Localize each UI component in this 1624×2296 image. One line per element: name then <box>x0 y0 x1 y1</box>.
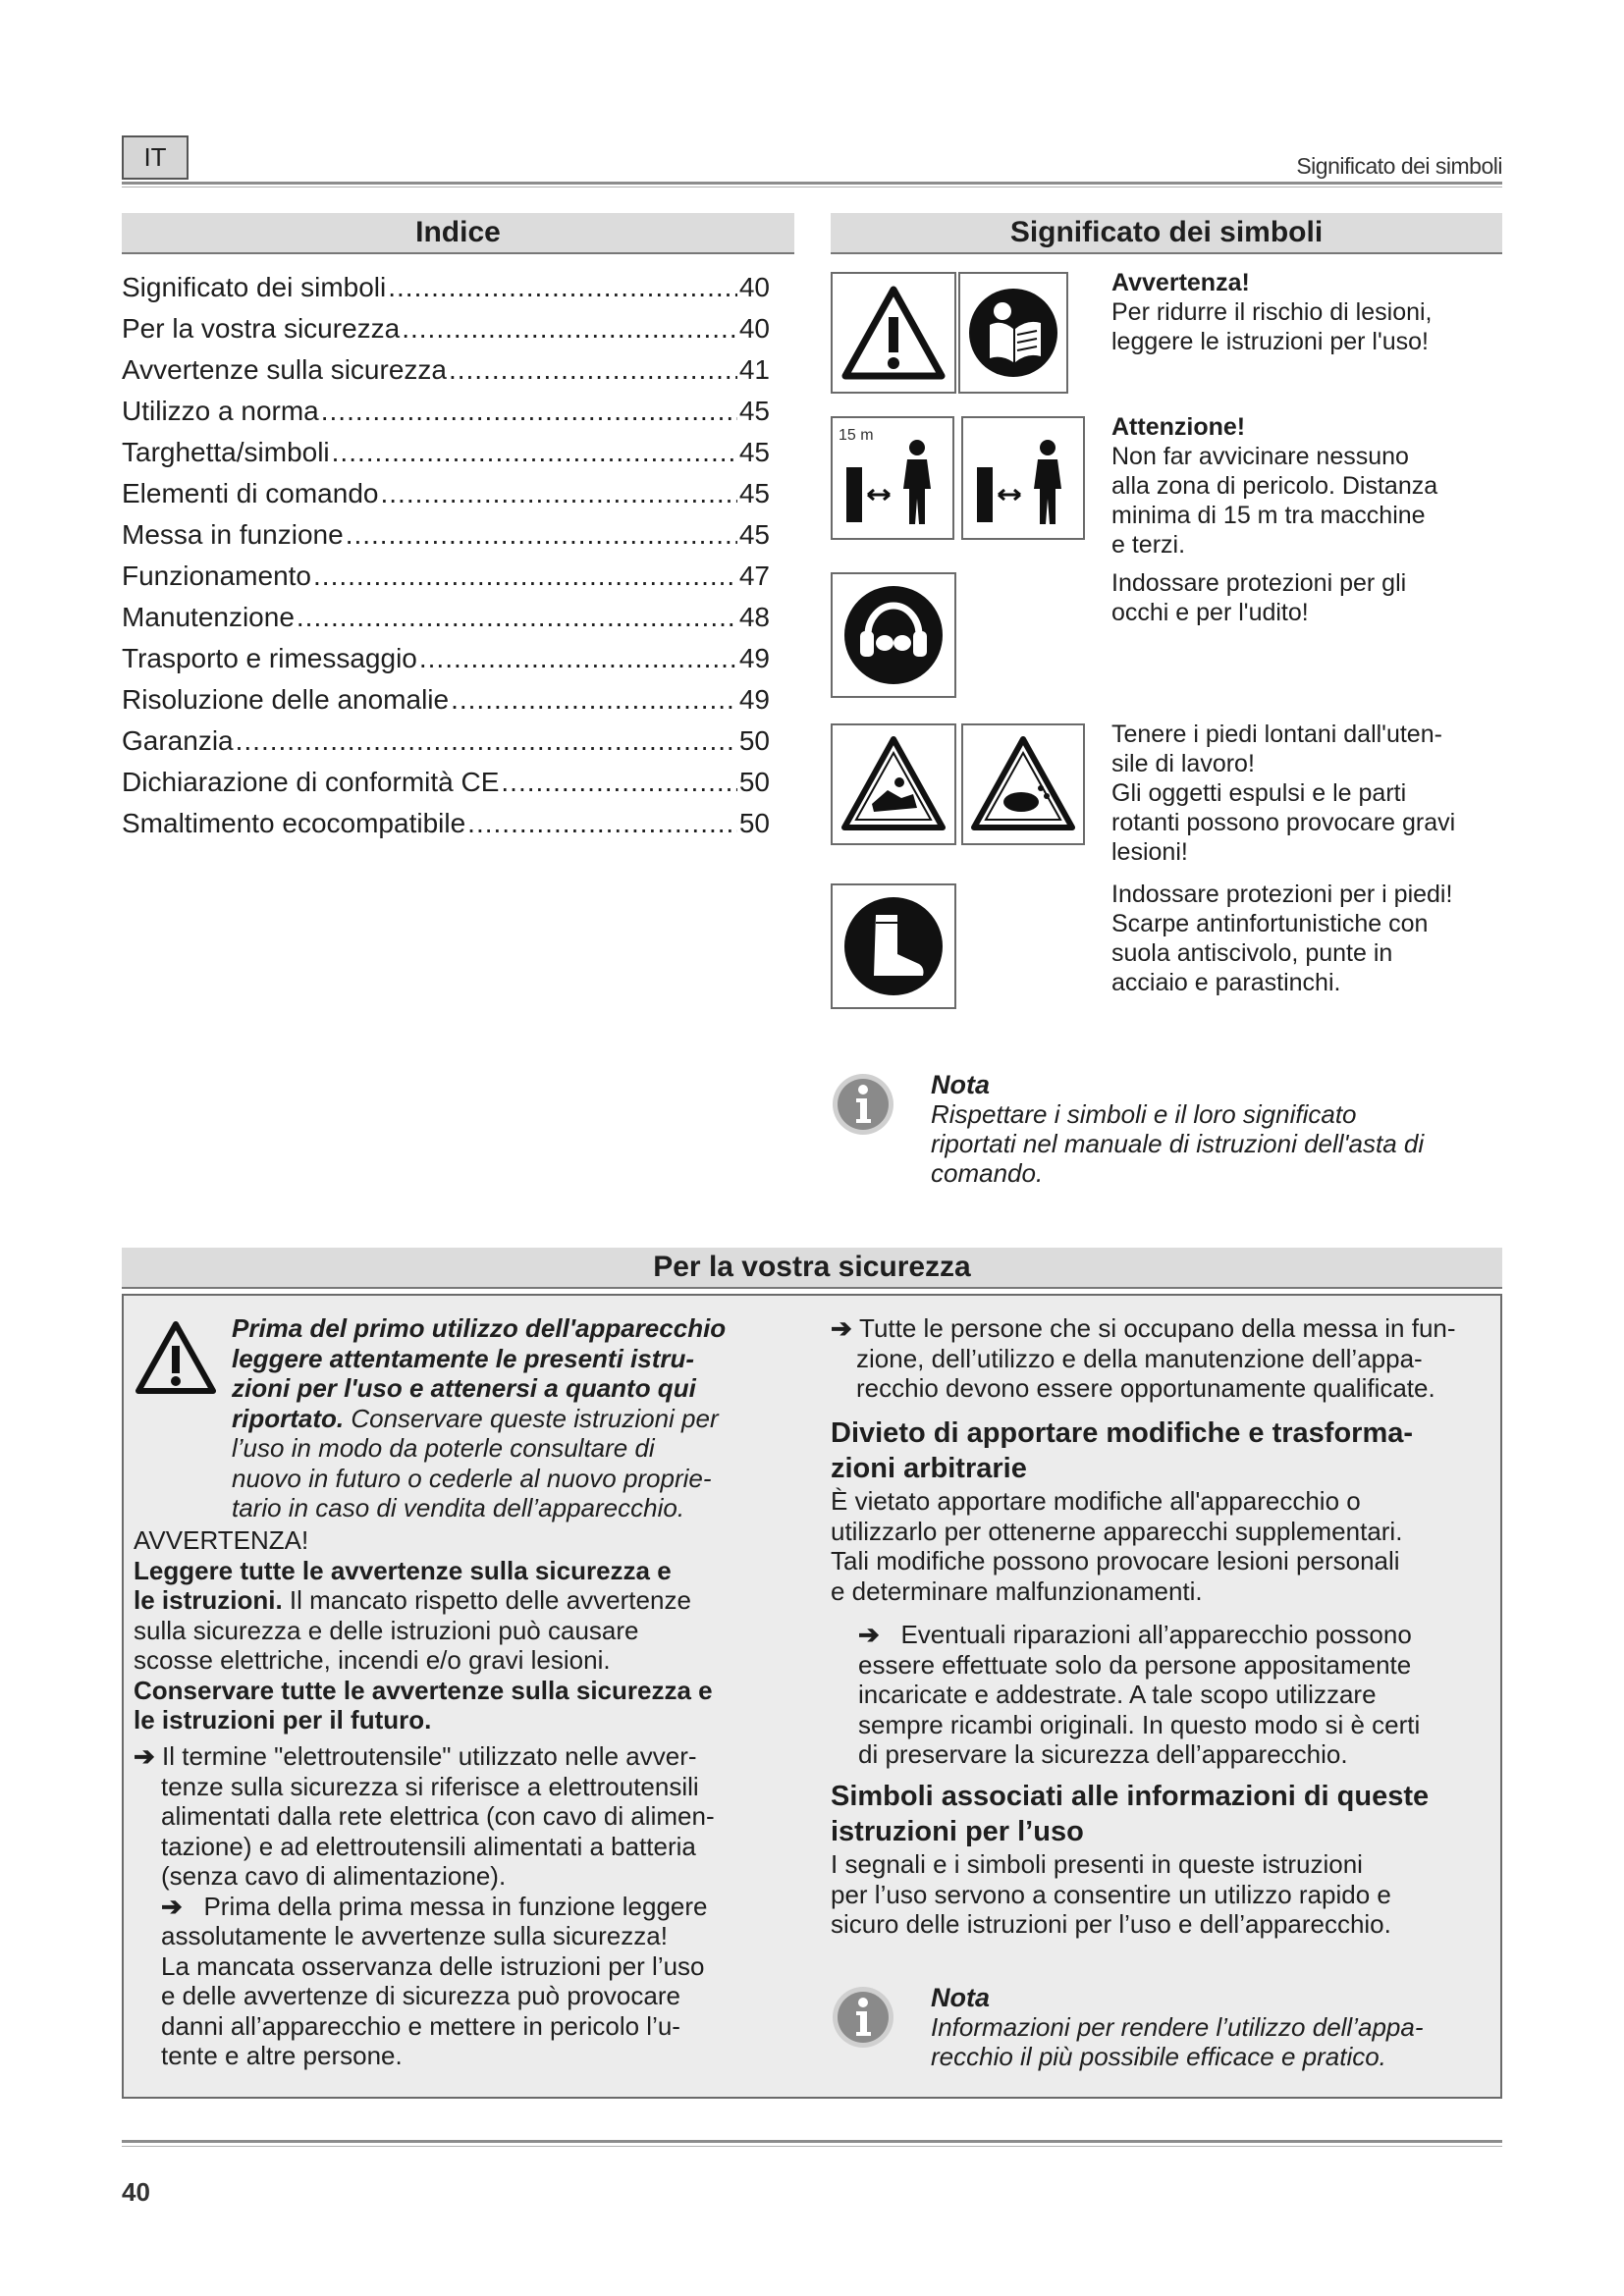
toc-leader-dots <box>346 514 737 556</box>
toc-leader-dots <box>321 391 737 432</box>
toc-item-label: Trasporto e rimessaggio <box>122 643 417 673</box>
boots-text: Indossare protezioni per i piedi! Scarpe antinfortunistiche con suola antiscivolo, punte in acciaio e parastinchi. <box>1111 881 1453 996</box>
signs-section: Simboli associati alle informazioni di queste istruzioni per l’uso I segnali e i simboli presenti in queste istruzioni per l’uso servono a consentire un utilizzo rapido e sicuro delle istruzioni per l’uso e dell’apparecchio. <box>831 1781 1430 1939</box>
toc-item-label: Smaltimento ecocompatibile <box>122 808 466 838</box>
toc-item-page: 49 <box>738 643 770 673</box>
toc-item-page: 45 <box>738 478 770 508</box>
toc-item <box>122 803 770 844</box>
toc-leader-dots <box>388 267 737 308</box>
distance-label: 15 m <box>839 427 874 444</box>
toc-item-label: Garanzia <box>122 725 234 756</box>
toc-item <box>122 349 770 391</box>
warning-triangle-icon <box>134 1319 218 1401</box>
header-rule <box>122 182 1502 185</box>
repair-paragraph: ➔ Eventuali riparazioni all’apparecchio possono essere effettuate solo da persone appositamente incaricate e addestrate. A tale scopo utilizzare sempre ricambi originali. In questo modo si è certi di preservare la sicurezza dell’apparecchio. <box>858 1620 1421 1769</box>
toc-item-label: Targhetta/simboli <box>122 437 330 467</box>
toc-item-label: Risoluzione delle anomalie <box>122 684 450 715</box>
symbols-heading: Significato dei simboli <box>831 213 1502 254</box>
toc-leader-dots <box>380 473 736 514</box>
toc-item <box>122 473 770 514</box>
toc-item-page: 41 <box>738 354 770 385</box>
safety-heading: Per la vostra sicurezza <box>122 1248 1502 1289</box>
term-paragraph: ➔ Il termine "elettroutensile" utilizzato nelle avver- tenze sulla sicurezza si riferisce a elettroutensili alimentati dalla rete elettrica (con cavo di alimen- tazione) e ad elettroutensili alimentati a batteria (senza cavo di alimentazione). ➔ Prima della prima messa in funzione leggere assolutamente le avvertenze sulla sicurezza! La mancata osservanza delle istruzioni per l’uso e delle avvertenze di sicurezza può provocare danni all’apparecchio e mettere in pericolo l’u- tente e altre persone. <box>134 1741 715 2070</box>
toc-leader-dots <box>451 679 737 721</box>
toc-item <box>122 762 770 803</box>
eye-ear-protection-icon <box>831 572 956 698</box>
toc-item-page: 40 <box>738 313 770 344</box>
page-number: 40 <box>122 2177 150 2207</box>
table-of-contents <box>122 267 770 844</box>
distance-person-icon <box>961 416 1085 540</box>
running-title: Significato dei simboli <box>1296 153 1502 179</box>
toc-item <box>122 721 770 762</box>
footer-rule-thin <box>122 2146 1502 2147</box>
toc-item-label: Dichiarazione di conformità CE <box>122 767 500 797</box>
toc-item-page: 45 <box>738 437 770 467</box>
toc-item <box>122 391 770 432</box>
toc-leader-dots <box>419 638 737 679</box>
toc-item-page: 40 <box>738 272 770 302</box>
attention-text: Attenzione! Non far avvicinare nessuno alla zona di pericolo. Distanza minima di 15 m tra macchine e terzi. <box>1111 413 1438 559</box>
feet-hazard-text: Tenere i piedi lontani dall'uten- sile di lavoro! Gli oggetti espulsi e le parti rotanti possono provocare gravi lesioni! <box>1111 721 1456 866</box>
toc-item-page: 45 <box>738 519 770 550</box>
toc-item-label: Avvertenze sulla sicurezza <box>122 354 447 385</box>
distance-15m-icon <box>831 416 954 540</box>
toc-item <box>122 597 770 638</box>
toc-leader-dots <box>332 432 737 473</box>
toc-item <box>122 679 770 721</box>
warning-paragraph: AVVERTENZA! Leggere tutte le avvertenze sulla sicurezza e le istruzioni. Il mancato rispetto delle avvertenze sulla sicurezza e delle istruzioni può causare scosse elettriche, incendi e/o gravi lesioni. Conservare tutte le avvertenze sulla sicurezza e le istruzioni per il futuro. <box>134 1525 713 1735</box>
intro-paragraph: Prima del primo utilizzo dell'apparecchio leggere attentamente le presenti istru- zioni per l'uso e attenersi a quanto qui riportato. Conservare queste istruzioni per l’uso in modo da poterle consultare di nuovo in futuro o cederle al nuovo proprie- tario in caso di vendita dell’apparecchio. <box>232 1313 727 1522</box>
info-icon <box>831 1072 895 1142</box>
toc-item <box>122 432 770 473</box>
toc-item-label: Per la vostra sicurezza <box>122 313 401 344</box>
toc-item-label: Utilizzo a norma <box>122 396 319 426</box>
safety-note: Nota Informazioni per rendere l’utilizzo dell’appa- recchio il più possibile efficace e pratico. <box>931 1983 1424 2071</box>
flying-objects-icon <box>961 723 1085 845</box>
toc-item-page: 50 <box>738 808 770 838</box>
toc-leader-dots <box>449 349 737 391</box>
eye-protection-text: Indossare protezioni per gli occhi e per l'udito! <box>1111 569 1407 626</box>
symbols-note: Nota Rispettare i simboli e il loro significato riportati nel manuale di istruzioni dell'asta di comando. <box>931 1070 1425 1188</box>
safety-boots-icon <box>831 883 956 1009</box>
warning-text: Avvertenza! Per ridurre il rischio di lesioni, leggere le istruzioni per l'uso! <box>1111 269 1433 355</box>
toc-item-page: 50 <box>738 767 770 797</box>
read-manual-icon <box>958 272 1068 394</box>
toc-leader-dots <box>297 597 737 638</box>
staff-paragraph: ➔ Tutte le persone che si occupano della messa in fun- zione, dell’utilizzo e della manutenzione dell’appa- recchio devono essere opportunamente qualificate. <box>831 1313 1456 1403</box>
toc-leader-dots <box>313 556 737 597</box>
toc-leader-dots <box>236 721 737 762</box>
toc-item-label: Significato dei simboli <box>122 272 387 302</box>
toc-item <box>122 308 770 349</box>
info-icon <box>831 1985 895 2055</box>
toc-leader-dots <box>467 803 737 844</box>
toc-item <box>122 514 770 556</box>
toc-leader-dots <box>402 308 737 349</box>
toc-item-page: 50 <box>738 725 770 756</box>
toc-heading: Indice <box>122 213 794 254</box>
toc-item-label: Elementi di comando <box>122 478 379 508</box>
language-tag: IT <box>122 135 189 180</box>
toc-item-page: 49 <box>738 684 770 715</box>
toc-item-label: Funzionamento <box>122 561 312 591</box>
modifications-section: Divieto di apportare modifiche e trasforma- zioni arbitrarie È vietato apportare modifiche all'apparecchio o utilizzarlo per ottenerne apparecchi supplementari. Tali modifiche possono provocare lesioni personali e determinare malfunzionamenti. <box>831 1417 1414 1606</box>
toc-item-label: Manutenzione <box>122 602 295 632</box>
footer-rule <box>122 2140 1502 2143</box>
toc-item-page: 48 <box>738 602 770 632</box>
toc-item <box>122 638 770 679</box>
toc-item-page: 45 <box>738 396 770 426</box>
toc-item-label: Messa in funzione <box>122 519 344 550</box>
foot-hazard-icon <box>831 723 956 845</box>
toc-item-page: 47 <box>738 561 770 591</box>
toc-item <box>122 556 770 597</box>
toc-leader-dots <box>501 762 736 803</box>
toc-item <box>122 267 770 308</box>
warning-sign-icon <box>831 272 956 394</box>
